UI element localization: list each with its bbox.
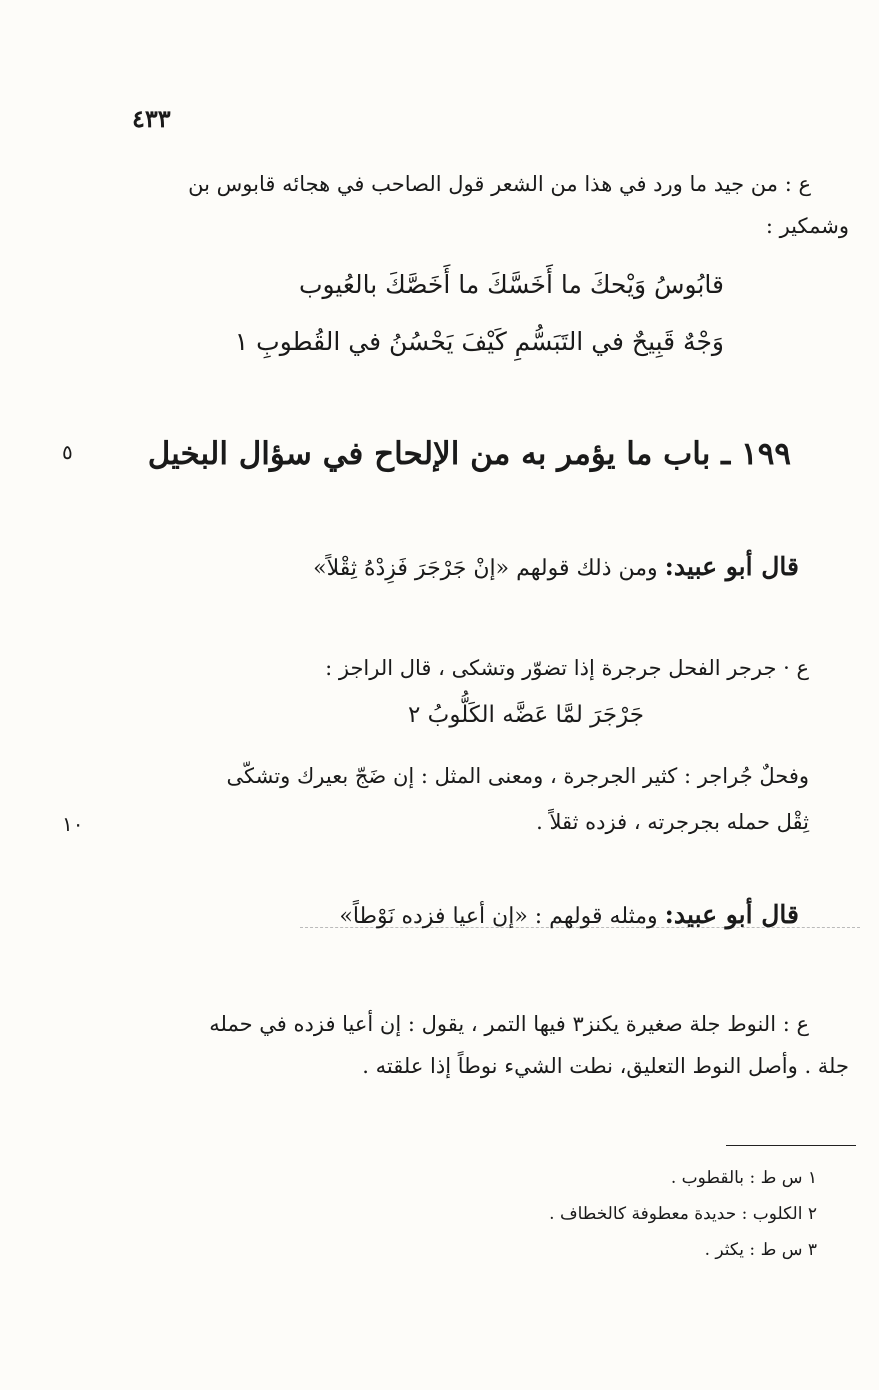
verse-line-2: وَجْهٌ قَبِيحٌ في التَبَسُّمِ كَيْفَ يَحْسُنُ في القُطوبِ ١ (234, 327, 724, 356)
page-number: ٤٣٣ (132, 104, 171, 133)
paragraph-2-line-2: وفحلٌ جُراجر : كثير الجرجرة ، ومعنى المثل : إن ضَجّ بعيرك وتشكّى (226, 764, 809, 788)
paragraph-1-line-1: ع : من جيد ما ورد في هذا من الشعر قول الصاحب في هجائه قابوس بن (188, 172, 811, 196)
quote-text: ومن ذلك قولهم «إنْ جَرْجَرَ فَزِدْهُ ثِقْلاً» (313, 556, 658, 581)
rajaz-verse: جَرْجَرَ لمَّا عَضَّه الكَلُّوبُ ٢ (408, 702, 644, 728)
verse-line-1: قابُوسُ وَيْحكَ ما أَخَسَّكَ ما أَخَصَّكَ بالعُيوب (298, 270, 724, 299)
section-heading: ١٩٩ ـ باب ما يؤمر به من الإلحاح في سؤال البخيل (147, 436, 791, 472)
paragraph-3-line-2: جلة . وأصل النوط التعليق، نطت الشيء نوطاً إذا علقته . (362, 1054, 849, 1078)
paragraph-2-line-3: ثِقْل حمله بجرجرته ، فزده ثقلاً . (536, 810, 809, 834)
speaker-label: قال أبو عبيد: (664, 552, 799, 581)
footnote-rule (726, 1145, 856, 1146)
margin-number-5: ٥ (62, 440, 73, 464)
footnote-2: ٢ الكلوب : حديدة معطوفة كالخطاف . (549, 1204, 817, 1224)
quote-block-2 (339, 900, 799, 929)
footnote-3: ٣ س ط : يكثر . (704, 1240, 817, 1260)
margin-number-10: ١٠ (62, 812, 84, 836)
footnote-1: ١ س ط : بالقطوب . (670, 1168, 817, 1188)
quote-text: ومثله قولهم : «إن أعيا فزده نَوْطاً» (339, 904, 658, 929)
paragraph-1-line-2: وشمكير : (765, 214, 849, 238)
paragraph-2-line-1: ع · جرجر الفحل جرجرة إذا تضوّر وتشكى ، قال الراجز : (325, 656, 809, 680)
quote-block-1 (313, 552, 799, 581)
speaker-label: قال أبو عبيد: (664, 900, 799, 929)
paragraph-3-line-1: ع : النوط جلة صغيرة يكنز٣ فيها التمر ، يقول : إن أعيا فزده في حمله (209, 1012, 809, 1036)
